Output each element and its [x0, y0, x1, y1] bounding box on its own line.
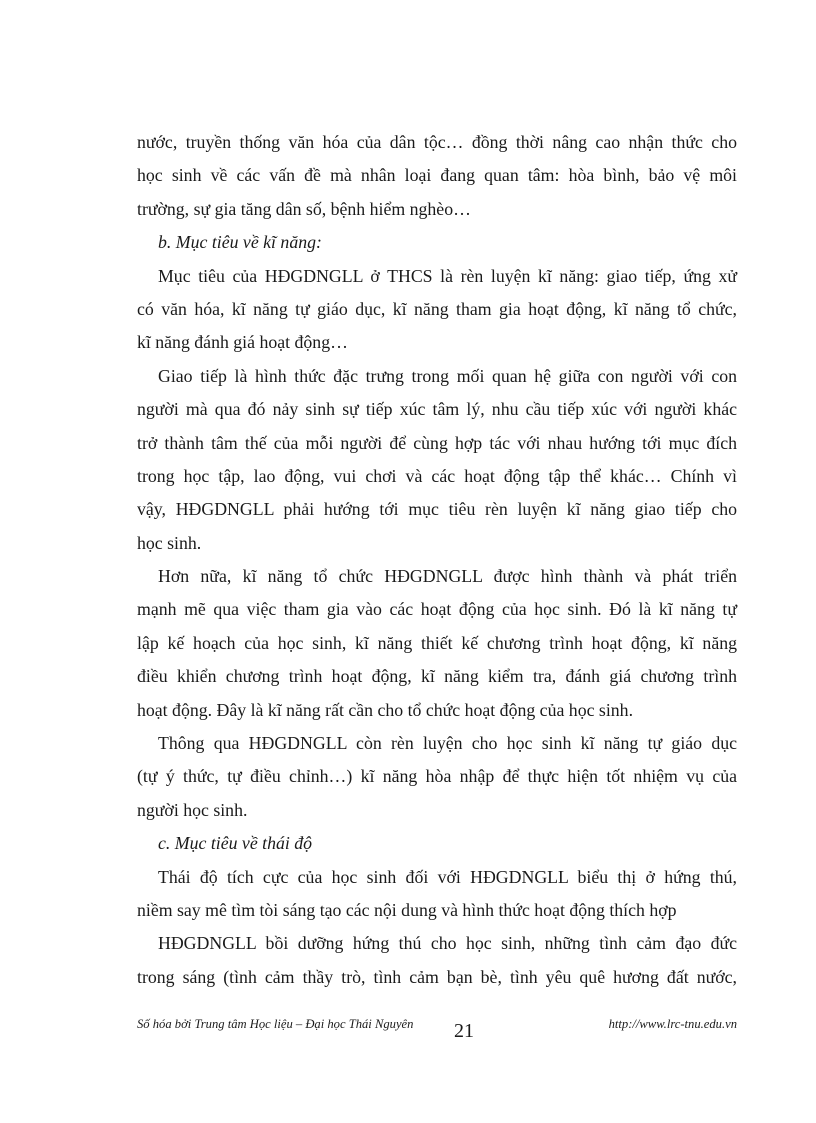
body-line: Mục tiêu của HĐGDNGLL ở THCS là rèn luyện kĩ năng: giao tiếp, ứng xử [158, 265, 737, 286]
body-line: học sinh. [137, 532, 202, 553]
body-line: trong sáng (tình cảm thầy trò, tình cảm bạn bè, tình yêu quê hương đất nước, [137, 966, 737, 987]
body-line: HĐGDNGLL bồi dưỡng hứng thú cho học sinh, những tình cảm đạo đức [158, 933, 737, 954]
body-line: Giao tiếp là hình thức đặc trưng trong mối quan hệ giữa con người với con [158, 365, 737, 386]
body-line: trong học tập, lao động, vui chơi và các hoạt động tập thể khác… Chính vì [137, 465, 737, 486]
body-line: mạnh mẽ qua việc tham gia vào các hoạt động của học sinh. Đó là kĩ năng tự [137, 599, 737, 620]
footer-url: http://www.lrc-tnu.edu.vn [608, 1017, 737, 1031]
body-line: nước, truyền thống văn hóa của dân tộc… đồng thời nâng cao nhận thức cho [137, 132, 737, 152]
body-line: Thông qua HĐGDNGLL còn rèn luyện cho học sinh kĩ năng tự giáo dục [158, 733, 737, 754]
body-line: Thái độ tích cực của học sinh đối với HĐGDNGLL biểu thị ở hứng thú, [158, 866, 737, 887]
section-heading-skills: b. Mục tiêu về kĩ năng: [158, 232, 322, 253]
body-line: trường, sự gia tăng dân số, bệnh hiểm nghèo… [137, 198, 471, 219]
body-line: (tự ý thức, tự điều chỉnh…) kĩ năng hòa nhập để thực hiện tốt nhiệm vụ của [137, 766, 737, 787]
footer-source-text: Số hóa bởi Trung tâm Học liệu – Đại học Thái Nguyên [137, 1017, 414, 1031]
page-footer [137, 1017, 737, 1057]
section-heading-attitude: c. Mục tiêu về thái độ [158, 833, 313, 854]
body-line: vậy, HĐGDNGLL phải hướng tới mục tiêu rèn luyện kĩ năng giao tiếp cho [137, 499, 737, 520]
body-line: có văn hóa, kĩ năng tự giáo dục, kĩ năng tham gia hoạt động, kĩ năng tổ chức, [137, 298, 737, 319]
body-line: Hơn nữa, kĩ năng tổ chức HĐGDNGLL được hình thành và phát triển [158, 566, 737, 587]
body-line: người mà qua đó nảy sinh sự tiếp xúc tâm lý, nhu cầu tiếp xúc với người khác [137, 399, 737, 420]
body-line: hoạt động. Đây là kĩ năng rất cần cho tổ chức hoạt động của học sinh. [137, 699, 634, 720]
body-line: người học sinh. [137, 799, 248, 820]
body-line: lập kế hoạch của học sinh, kĩ năng thiết kế chương trình hoạt động, kĩ năng [137, 632, 737, 653]
page-number: 21 [454, 1020, 474, 1042]
body-line: kĩ năng đánh giá hoạt động… [137, 332, 348, 353]
body-line: trở thành tâm thế của mỗi người để cùng hợp tác với nhau hướng tới mục đích [137, 432, 737, 453]
page-body [137, 126, 737, 994]
body-line: học sinh về các vấn đề mà nhân loại đang quan tâm: hòa bình, bảo vệ môi [137, 165, 737, 186]
body-line: niềm say mê tìm tòi sáng tạo các nội dung và hình thức hoạt động thích hợp [137, 899, 677, 920]
body-line: điều khiển chương trình hoạt động, kĩ năng kiểm tra, đánh giá chương trình [137, 666, 737, 687]
